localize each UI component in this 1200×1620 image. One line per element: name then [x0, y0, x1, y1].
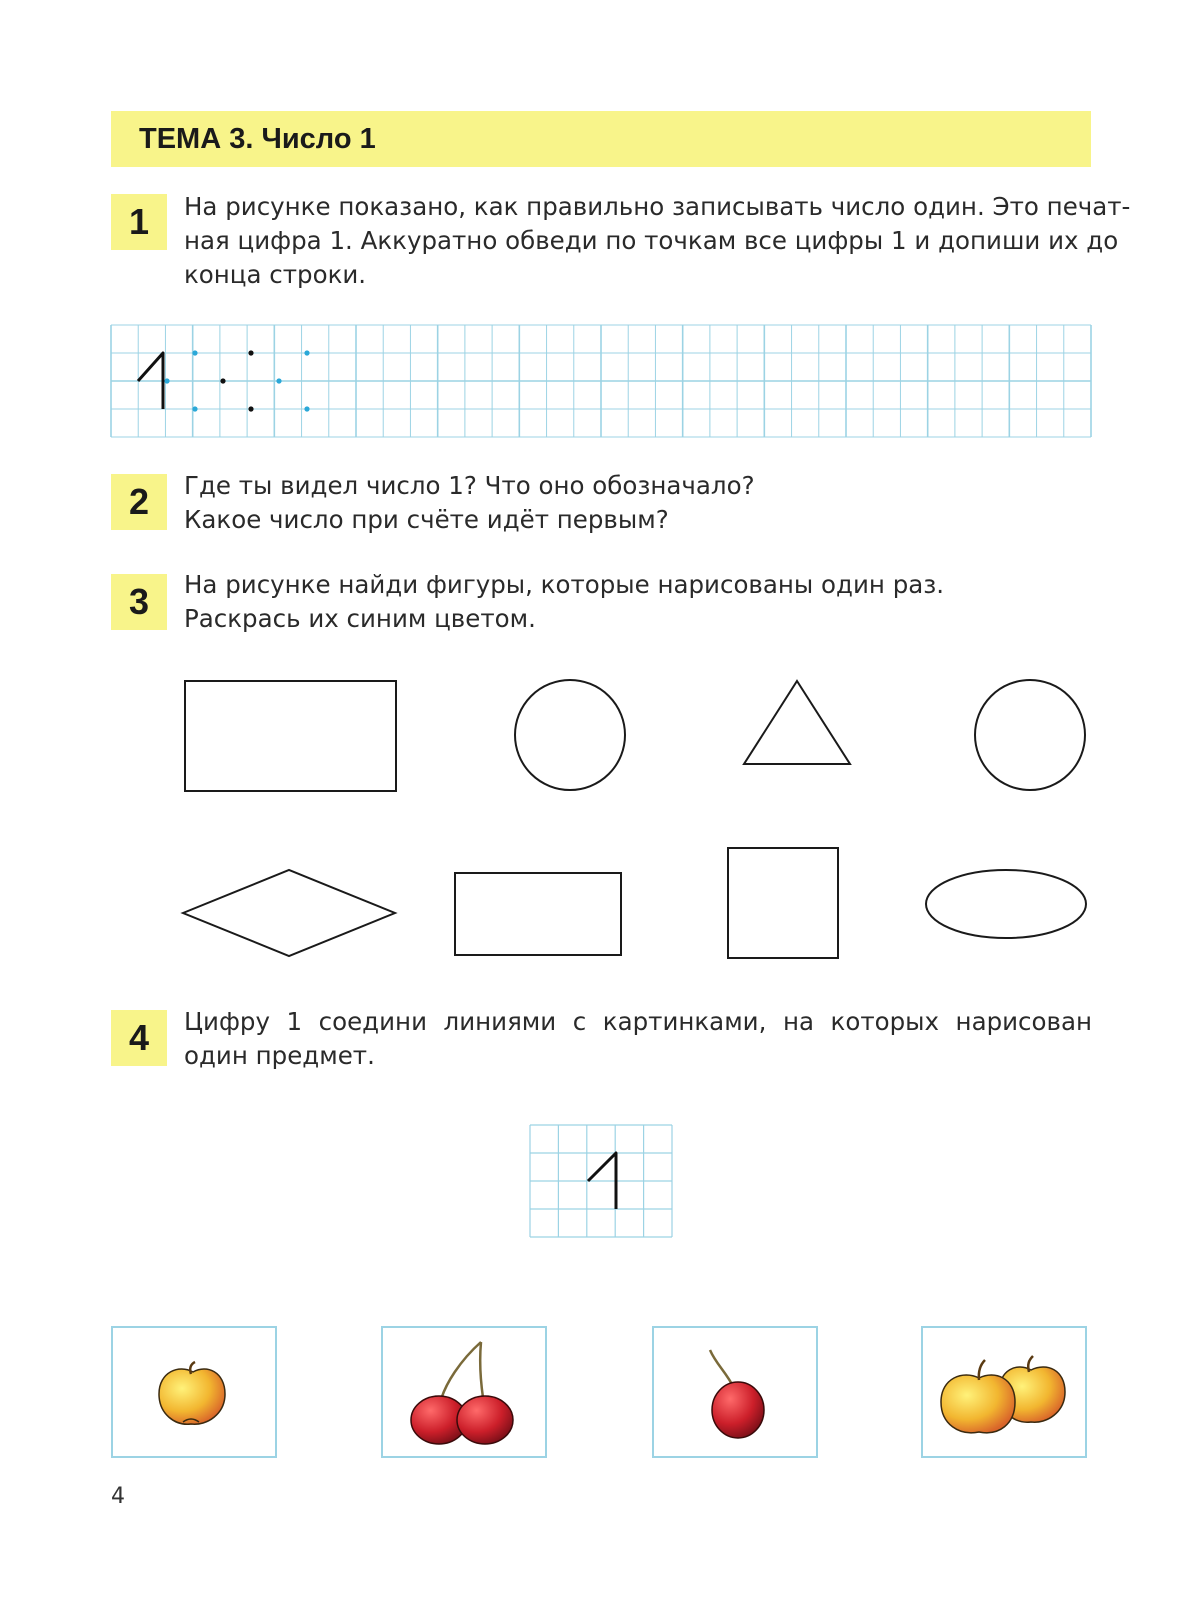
digit-1-grid[interactable] [530, 1125, 672, 1237]
shape-ellipse[interactable] [926, 870, 1086, 938]
cherries-icon [383, 1328, 545, 1456]
task-3-line-1: На рисунке найди фигуры, которые нарисованы один раз. [184, 570, 945, 599]
shape-square[interactable] [728, 848, 838, 958]
shape-circle-1[interactable] [515, 680, 625, 790]
picture-card-one-apple[interactable] [111, 1326, 277, 1458]
shape-rectangle-large[interactable] [185, 681, 396, 791]
task-2-line-1: Где ты видел число 1? Что оно обозначало? [184, 471, 755, 500]
task-4-text: Цифру 1 соедини линиями с картинками, на которых нарисован один предмет. [184, 1007, 1092, 1070]
page-number: 4 [111, 1484, 125, 1509]
task-1-line-2: ная цифра 1. Аккуратно обведи по точкам все цифры 1 и допиши их до [184, 226, 1119, 255]
picture-card-one-cherry[interactable] [652, 1326, 818, 1458]
small-grid-lines [530, 1125, 672, 1237]
picture-card-two-cherries[interactable] [381, 1326, 547, 1458]
task-1-line-1: На рисунке показано, как правильно записывать число один. Это печат- [184, 192, 1131, 221]
shape-circle-2[interactable] [975, 680, 1085, 790]
page-title: ТЕМА 3. Число 1 [139, 122, 376, 155]
shape-rectangle-small[interactable] [455, 873, 621, 955]
cherry-icon [654, 1328, 816, 1456]
task-2-line-2: Какое число при счёте идёт первым? [184, 505, 669, 534]
task-1-line-3: конца строки. [184, 260, 367, 289]
task-3-number: 3 [111, 574, 167, 630]
shape-triangle[interactable] [744, 681, 850, 764]
apples-icon [923, 1328, 1085, 1456]
task-2-number: 2 [111, 474, 167, 530]
shape-rhombus[interactable] [183, 870, 395, 956]
apple-icon [113, 1328, 275, 1456]
task-4-number: 4 [111, 1010, 167, 1066]
task-1-number: 1 [111, 194, 167, 250]
task-3-line-2: Раскрась их синим цветом. [184, 604, 536, 633]
picture-card-two-apples[interactable] [921, 1326, 1087, 1458]
